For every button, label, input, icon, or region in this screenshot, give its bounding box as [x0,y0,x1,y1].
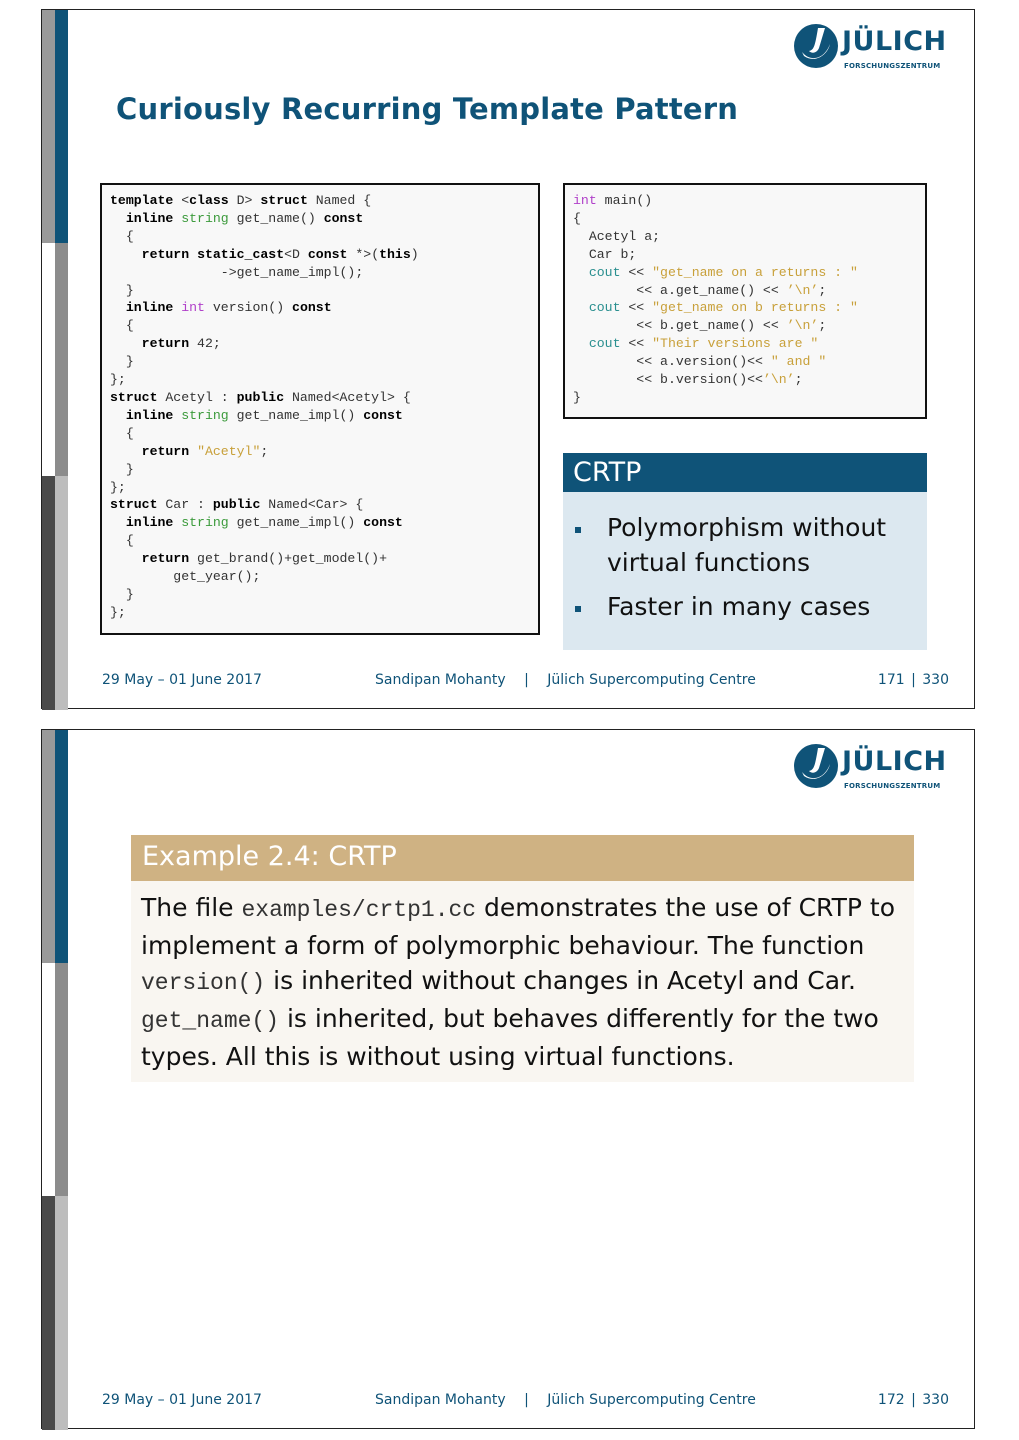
slide-172 [41,729,975,1429]
code-line: } [110,461,134,477]
code-line: cout << "get_name on a returns : " [588,264,858,280]
code-line: inline int version() const [125,300,332,316]
crtp-block [563,453,927,650]
bullet-text: Faster in many cases [607,592,871,621]
logo-subtitle: FORSCHUNGSZENTRUM [844,62,941,70]
block-title: CRTP [563,453,927,492]
logo-wordmark: JÜLICH [842,746,947,777]
example-text: is inherited, but behaves differently for the two types. All this is without using virtual functions. [141,1004,879,1071]
juelich-swirl-icon [792,742,840,790]
code-line: { [573,210,581,226]
code-line: { [110,533,134,549]
code-line: { [110,318,134,334]
code-line: << b.version()<<’\n’; [573,372,803,388]
sidebar-stripes [42,10,68,708]
code-line: return "Acetyl"; [141,443,269,459]
bullet-square-icon [575,606,581,612]
code-line: Acetyl a; [573,228,661,244]
code-line: cout << "get_name on b returns : " [588,300,858,316]
footer-author-institution [375,672,756,688]
footer-page-number: 171 | 330 [877,672,949,688]
example-body [131,881,914,1082]
bullet-item [573,510,917,580]
footer-separator: | [524,1392,529,1408]
slide-title: Curiously Recurring Template Pattern [116,92,739,126]
code-line: Car b; [573,246,637,262]
bullet-square-icon [575,527,581,533]
juelich-logo [792,22,952,76]
code-line: int main() [573,193,653,208]
example-function-get-name: get_name() [141,1008,280,1034]
bullet-item [573,589,917,624]
example-text: is inherited without changes in Acetyl and Car. [265,966,856,995]
code-line: }; [110,479,126,495]
code-listing-named [100,183,540,635]
footer-date: 29 May – 01 June 2017 [102,672,262,688]
example-text: demonstrates the use of CRTP to implement a form of polymorphic behaviour. The function [141,893,895,960]
block-body [563,492,927,650]
footer-institution: Jülich Supercomputing Centre [547,1392,756,1408]
code-line: return static_cast<D const *>(this) [141,246,419,262]
code-line: << b.get_name() << ’\n’; [573,318,827,334]
logo-wordmark: JÜLICH [842,26,947,57]
code-line: << a.get_name() << ’\n’; [573,282,827,298]
example-filename: examples/crtp1.cc [241,897,477,923]
juelich-logo [792,742,952,796]
code-line: { [110,228,134,244]
code-line: } [573,389,581,405]
code-line: struct Acetyl : public Named<Acetyl> { [110,389,411,405]
footer-author: Sandipan Mohanty [375,672,506,688]
code-line: inline string get_name() const [125,210,364,226]
sidebar-stripes [42,730,68,1428]
code-line: } [110,282,134,298]
code-line: ->get_name_impl(); [110,264,364,280]
footer-institution: Jülich Supercomputing Centre [547,672,756,688]
footer-separator: | [524,672,529,688]
slide-171 [41,9,975,709]
page-current: 172 [877,1392,905,1408]
code-line: } [110,354,134,370]
example-text: The file [141,893,242,922]
code-line: }; [110,604,126,620]
example-function-version: version() [141,970,266,996]
code-line: cout << "Their versions are " [588,336,819,352]
code-listing-main [563,183,927,419]
code-line: } [110,586,134,602]
footer-date: 29 May – 01 June 2017 [102,1392,262,1408]
page-total: 330 [922,672,949,688]
bullet-text: Polymorphism without virtual functions [607,513,887,577]
code-line: get_year(); [110,569,261,585]
logo-subtitle: FORSCHUNGSZENTRUM [844,782,941,790]
code-line: return get_brand()+get_model()+ [141,551,387,567]
example-block [131,835,914,1082]
footer-author-institution [375,1392,756,1408]
code-line: inline string get_name_impl() const [125,515,403,531]
juelich-swirl-icon [792,22,840,70]
code-line: { [110,425,134,441]
footer-author: Sandipan Mohanty [375,1392,506,1408]
page-current: 171 [877,672,905,688]
code-line: << a.version()<< " and " [573,354,827,370]
code-line: template <class D> struct Named { [110,193,372,208]
code-line: inline string get_name_impl() const [125,407,403,423]
code-line: return 42; [141,336,221,352]
code-line: struct Car : public Named<Car> { [110,497,364,513]
code-line: }; [110,372,126,388]
footer-page-number: 172 | 330 [877,1392,949,1408]
example-title: Example 2.4: CRTP [131,835,914,881]
page-total: 330 [922,1392,949,1408]
